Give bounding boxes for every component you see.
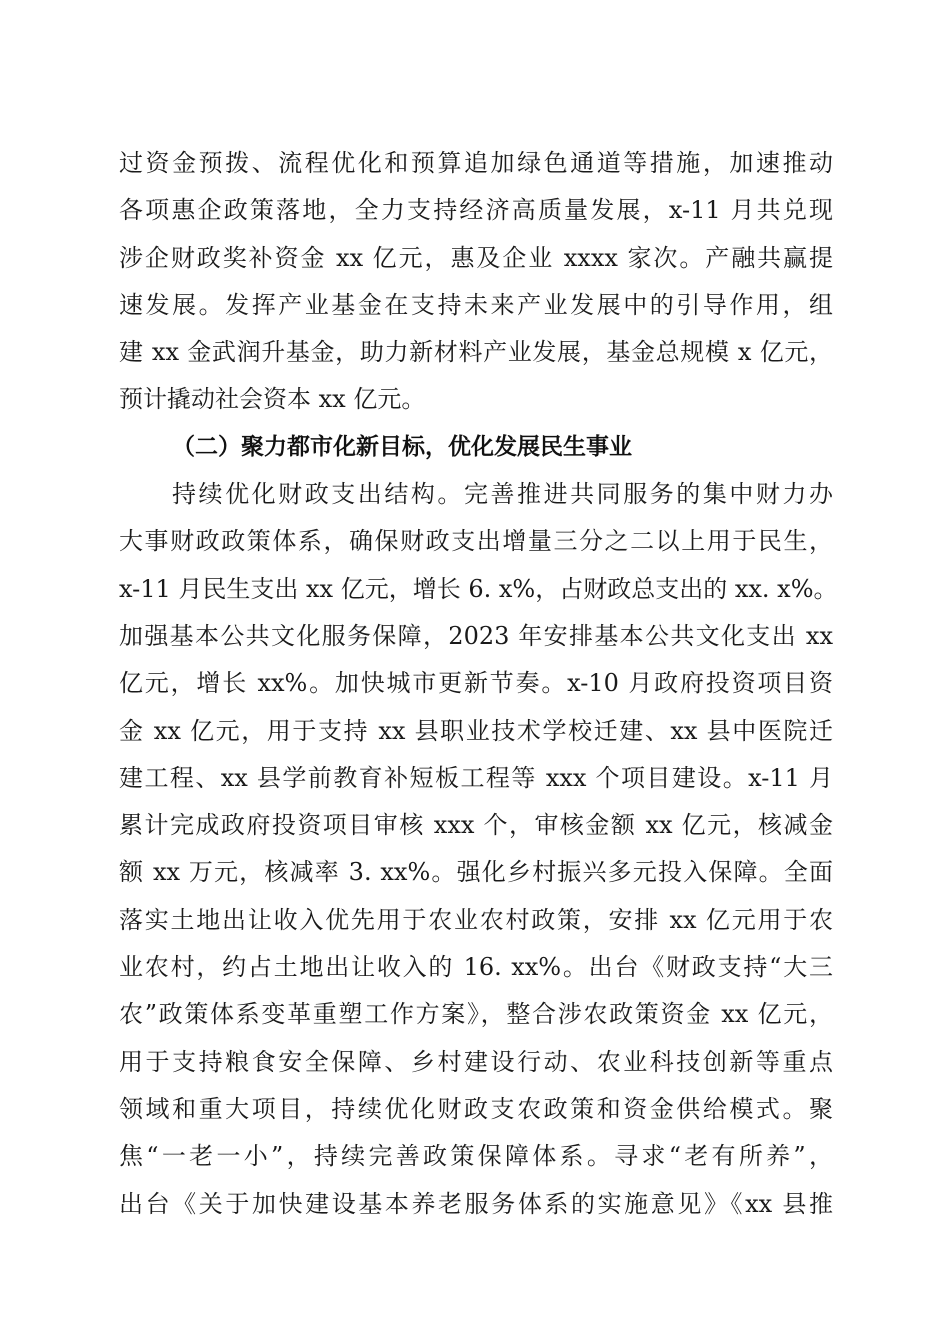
text-line: 亿元，增长 xx%。加快城市更新节奏。x-10 月政府投资项目资 — [119, 669, 833, 698]
text-line: 领域和重大项目，持续优化财政支农政策和资金供给模式。聚 — [119, 1094, 833, 1123]
paragraph-2 — [119, 471, 838, 1228]
text-line: 建 xx 金武润升基金，助力新材料产业发展，基金总规模 x 亿元， — [119, 338, 833, 367]
section-heading: （二）聚力都市化新目标，优化发展民生事业 — [172, 433, 632, 460]
text-line: 落实土地出让收入优先用于农业农村政策，安排 xx 亿元用于农 — [119, 905, 833, 934]
text-line: 农”政策体系变革重塑工作方案》，整合涉农政策资金 xx 亿元， — [119, 1000, 833, 1029]
text-line: 加强基本公共文化服务保障，2023 年安排基本公共文化支出 xx — [119, 621, 833, 650]
text-line: x-11 月民生支出 xx 亿元，增长 6. x%，占财政总支出的 xx. x%。 — [119, 574, 838, 603]
text-line: 持续优化财政支出结构。完善推进共同服务的集中财力办 — [172, 480, 833, 509]
text-line: 焦“一老一小”，持续完善政策保障体系。寻求“老有所养”， — [119, 1142, 833, 1171]
text-line: 出台《关于加快建设基本养老服务体系的实施意见》《xx 县推 — [119, 1189, 833, 1218]
paragraph-1 — [119, 140, 833, 424]
text-line: 各项惠企政策落地，全力支持经济高质量发展，x-11 月共兑现 — [119, 196, 833, 225]
text-line: 累计完成政府投资项目审核 xxx 个，审核金额 xx 亿元，核减金 — [119, 811, 833, 840]
text-line: 金 xx 亿元，用于支持 xx 县职业技术学校迁建、xx 县中医院迁 — [119, 716, 833, 745]
text-line: 建工程、xx 县学前教育补短板工程等 xxx 个项目建设。x-11 月 — [119, 763, 833, 792]
text-line: 预计撬动社会资本 xx 亿元。 — [119, 385, 426, 414]
text-line: 业农村，约占土地出让收入的 16. xx%。出台《财政支持“大三 — [119, 953, 833, 982]
document-body — [119, 140, 838, 1228]
text-line: 过资金预拨、流程优化和预算追加绿色通道等措施，加速推动 — [119, 149, 833, 177]
text-line: 速发展。发挥产业基金在支持未来产业发展中的引导作用，组 — [119, 290, 833, 319]
text-line: 涉企财政奖补资金 xx 亿元，惠及企业 xxxx 家次。产融共赢提 — [119, 243, 833, 272]
text-line: 额 xx 万元，核减率 3. xx%。强化乡村振兴多元投入保障。全面 — [119, 858, 833, 887]
text-line: 大事财政政策体系，确保财政支出增量三分之二以上用于民生， — [119, 527, 833, 556]
text-line: 用于支持粮食安全保障、乡村建设行动、农业科技创新等重点 — [119, 1047, 833, 1076]
